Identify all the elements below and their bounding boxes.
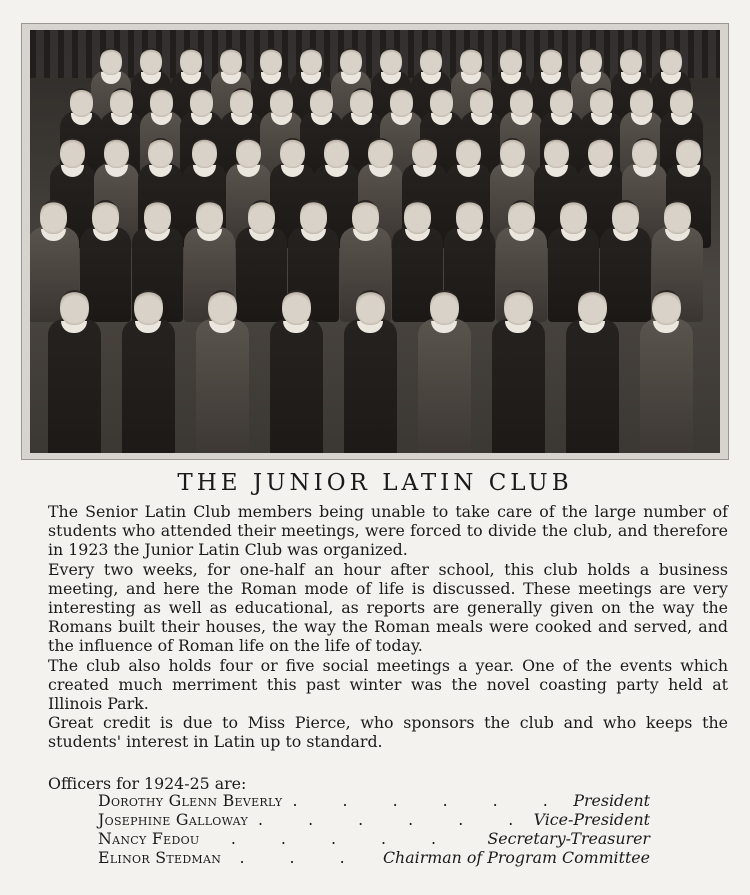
member-face bbox=[40, 200, 67, 234]
officer-row bbox=[98, 848, 650, 867]
officer-row bbox=[98, 810, 650, 829]
member-face bbox=[500, 138, 525, 168]
page-title: THE JUNIOR LATIN CLUB bbox=[177, 470, 573, 496]
officer-row bbox=[98, 829, 650, 848]
member-face bbox=[148, 138, 173, 168]
member-figure bbox=[48, 319, 101, 453]
member-face bbox=[134, 290, 163, 325]
member-face bbox=[560, 200, 587, 234]
member-face bbox=[430, 88, 453, 117]
member-figure bbox=[196, 319, 249, 453]
member-face bbox=[352, 200, 379, 234]
article-body bbox=[48, 502, 728, 752]
officers-list bbox=[98, 791, 650, 867]
member-face bbox=[368, 138, 393, 168]
officer-row bbox=[98, 791, 650, 810]
officer-name: Nancy Fedou bbox=[98, 829, 200, 848]
leader-dots: . . . . . . bbox=[292, 791, 568, 810]
member-face bbox=[300, 200, 327, 234]
member-face bbox=[190, 88, 213, 117]
member-face bbox=[260, 48, 282, 75]
officer-name: Elinor Stedman bbox=[98, 848, 222, 867]
member-face bbox=[104, 138, 129, 168]
member-face bbox=[420, 48, 442, 75]
member-face bbox=[630, 88, 653, 117]
member-face bbox=[670, 88, 693, 117]
member-face bbox=[92, 200, 119, 234]
officer-name: Dorothy Glenn Beverly bbox=[98, 791, 283, 810]
member-face bbox=[540, 48, 562, 75]
member-face bbox=[356, 290, 385, 325]
member-face bbox=[144, 200, 171, 234]
member-face bbox=[270, 88, 293, 117]
paragraph-4: Great credit is due to Miss Pierce, who sponsors the club and who keeps the students' interest in Latin up to standard. bbox=[48, 713, 728, 752]
member-face bbox=[544, 138, 569, 168]
officer-role: Chairman of Program Committee bbox=[382, 848, 650, 867]
leader-dots: . . . . . . bbox=[258, 810, 534, 829]
photo-frame bbox=[21, 23, 729, 460]
member-face bbox=[380, 48, 402, 75]
member-face bbox=[456, 200, 483, 234]
member-face bbox=[460, 48, 482, 75]
officer-role: President bbox=[573, 791, 650, 810]
member-face bbox=[350, 88, 373, 117]
member-figure bbox=[270, 319, 323, 453]
member-face bbox=[282, 290, 311, 325]
member-face bbox=[504, 290, 533, 325]
member-face bbox=[578, 290, 607, 325]
member-face bbox=[70, 88, 93, 117]
member-face bbox=[150, 88, 173, 117]
member-face bbox=[208, 290, 237, 325]
member-face bbox=[340, 48, 362, 75]
member-face bbox=[390, 88, 413, 117]
member-face bbox=[632, 138, 657, 168]
curtain-backdrop bbox=[30, 30, 720, 78]
member-figure bbox=[640, 319, 693, 453]
member-face bbox=[676, 138, 701, 168]
member-face bbox=[660, 48, 682, 75]
paragraph-1: The Senior Latin Club members being unable to take care of the large number of students who attended their meetings, were forced to divide the club, and therefore in 1923 the Junior Latin Club was organized. bbox=[48, 502, 728, 560]
member-face bbox=[508, 200, 535, 234]
officers-intro: Officers for 1924-25 are: bbox=[48, 774, 247, 793]
member-face bbox=[100, 48, 122, 75]
member-face bbox=[230, 88, 253, 117]
paragraph-2: Every two weeks, for one-half an hour after school, this club holds a business meeting, and here the Roman mode of life is discussed. These meetings are very interesting as well as educational, as reports are generally given on the way the Romans built their houses, the way the Roman meals were cooked and served, and the influence of Roman life on the life of today. bbox=[48, 559, 728, 656]
member-face bbox=[588, 138, 613, 168]
member-face bbox=[404, 200, 431, 234]
member-figure bbox=[122, 319, 175, 453]
member-face bbox=[140, 48, 162, 75]
member-face bbox=[300, 48, 322, 75]
member-figure bbox=[566, 319, 619, 453]
member-face bbox=[550, 88, 573, 117]
member-face bbox=[470, 88, 493, 117]
officer-role: Vice-President bbox=[533, 810, 650, 829]
member-face bbox=[196, 200, 223, 234]
member-face bbox=[620, 48, 642, 75]
member-face bbox=[412, 138, 437, 168]
leader-dots: . . . . . bbox=[230, 829, 457, 848]
member-face bbox=[590, 88, 613, 117]
member-face bbox=[580, 48, 602, 75]
member-figure bbox=[418, 319, 471, 453]
leader-dots: . . . bbox=[239, 848, 365, 867]
member-figure bbox=[600, 227, 650, 322]
member-face bbox=[430, 290, 459, 325]
member-face bbox=[500, 48, 522, 75]
member-face bbox=[612, 200, 639, 234]
member-figure bbox=[492, 319, 545, 453]
officer-name: Josephine Galloway bbox=[98, 810, 249, 829]
member-face bbox=[180, 48, 202, 75]
member-face bbox=[60, 290, 89, 325]
paragraph-3: The club also holds four or five social meetings a year. One of the events which created much merriment this past winter was the novel coasting party held at Illinois Park. bbox=[48, 655, 728, 714]
group-photo bbox=[30, 30, 720, 453]
member-face bbox=[664, 200, 691, 234]
member-face bbox=[652, 290, 681, 325]
member-face bbox=[248, 200, 275, 234]
officer-role: Secretary-Treasurer bbox=[487, 829, 650, 848]
member-face bbox=[110, 88, 133, 117]
member-face bbox=[192, 138, 217, 168]
member-figure bbox=[344, 319, 397, 453]
member-figure bbox=[236, 227, 286, 322]
member-face bbox=[324, 138, 349, 168]
member-face bbox=[236, 138, 261, 168]
member-face bbox=[280, 138, 305, 168]
member-face bbox=[510, 88, 533, 117]
member-face bbox=[60, 138, 85, 168]
member-face bbox=[456, 138, 481, 168]
member-face bbox=[310, 88, 333, 117]
member-face bbox=[220, 48, 242, 75]
